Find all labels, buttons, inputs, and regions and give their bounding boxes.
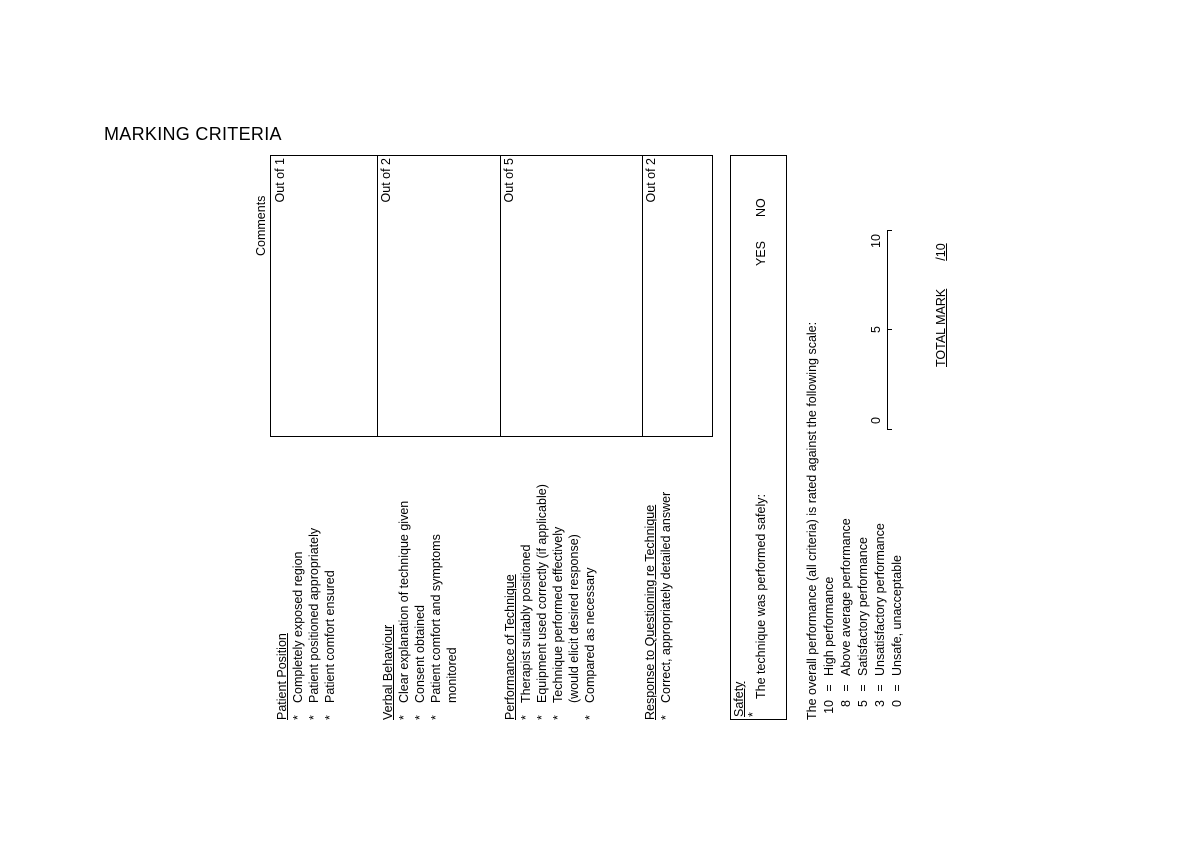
bullet-star: * <box>746 712 760 717</box>
bullet-star: * <box>659 715 673 720</box>
scale-level: 10 = High performance <box>822 576 836 714</box>
score-out-of: Out of 2 <box>379 158 393 203</box>
criterion-item: * Clear explanation of technique given <box>397 500 411 720</box>
comments-row-patient-position[interactable] <box>271 156 378 436</box>
comments-row-verbal-behaviour[interactable] <box>377 156 501 436</box>
scale-ruler <box>869 230 902 430</box>
criterion-item: * Equipment used correctly (if applicable) <box>535 484 549 720</box>
section-heading: Patient Position <box>275 633 289 720</box>
ruler-tick <box>887 329 892 330</box>
bullet-star: * <box>397 715 411 720</box>
bullet-star: * <box>519 715 533 720</box>
scale-intro: The overall performance (all criteria) is rated against the following scale: <box>805 321 819 720</box>
criterion-item: * Patient comfort ensured <box>323 570 337 720</box>
bullet-star: * <box>535 715 549 720</box>
safety-yes-option[interactable]: YES <box>754 240 768 266</box>
criterion-item: * Patient comfort and symptoms monitored <box>429 534 459 720</box>
section-patient-position <box>274 420 338 720</box>
section-response-to-questioning <box>642 420 674 720</box>
ruler-line <box>887 230 888 430</box>
safety-statement: The technique was performed safely: <box>754 494 768 699</box>
comments-row-performance-of-technique[interactable] <box>500 156 643 436</box>
section-verbal-behaviour <box>380 420 460 720</box>
safety-box <box>730 155 787 720</box>
ruler-label-5: 5 <box>869 326 883 333</box>
scale-level: 3 = Unsatisfactory performance <box>873 523 887 707</box>
total-mark-out-of: /10 <box>934 243 948 261</box>
scale-level: 0 = Unsafe, unacceptable <box>890 555 904 707</box>
safety-heading: Safety <box>732 681 746 717</box>
marking-form <box>254 130 960 720</box>
bullet-star: * <box>429 715 443 720</box>
score-out-of: Out of 1 <box>273 158 287 203</box>
bullet-star: * <box>583 715 597 720</box>
total-mark-label: TOTAL MARK <box>934 288 948 367</box>
ruler-label-10: 10 <box>869 234 883 248</box>
bullet-star: * <box>413 715 427 720</box>
section-heading: Performance of Technique <box>503 574 517 720</box>
criterion-item: * Patient positioned appropriately <box>307 527 321 720</box>
score-out-of: Out of 5 <box>502 158 516 203</box>
section-heading: Response to Questioning re Technique <box>643 504 657 720</box>
bullet-star: * <box>291 715 305 720</box>
section-performance-of-technique <box>502 420 598 720</box>
criterion-item: * Compared as necessary <box>583 567 597 720</box>
ruler-tick <box>887 230 892 231</box>
ruler-label-0: 0 <box>869 417 883 424</box>
total-mark <box>933 243 949 367</box>
ruler-tick <box>887 429 892 430</box>
safety-no-option[interactable]: NO <box>754 198 768 217</box>
criterion-item: * Completely exposed region <box>291 551 305 720</box>
comments-row-response-to-questioning[interactable] <box>642 156 712 436</box>
bullet-star: * <box>323 715 337 720</box>
criterion-item: * Therapist suitably positioned <box>519 544 533 720</box>
criterion-item: * Consent obtained <box>413 605 427 720</box>
comments-header: Comments <box>254 195 268 256</box>
criterion-item: * Technique performed effectively (would elicit desired response) <box>551 526 581 720</box>
comments-table <box>270 155 713 437</box>
scale-level: 8 = Above average performance <box>839 518 853 707</box>
bullet-star: * <box>307 715 321 720</box>
criterion-item: * Correct, appropriately detailed answer <box>659 491 673 720</box>
page-title: MARKING CRITERIA <box>104 124 282 144</box>
section-heading: Verbal Behaviour <box>381 624 395 720</box>
bullet-star: * <box>551 715 565 720</box>
scale-level: 5 = Satisfactory performance <box>856 537 870 707</box>
score-out-of: Out of 2 <box>644 158 658 203</box>
